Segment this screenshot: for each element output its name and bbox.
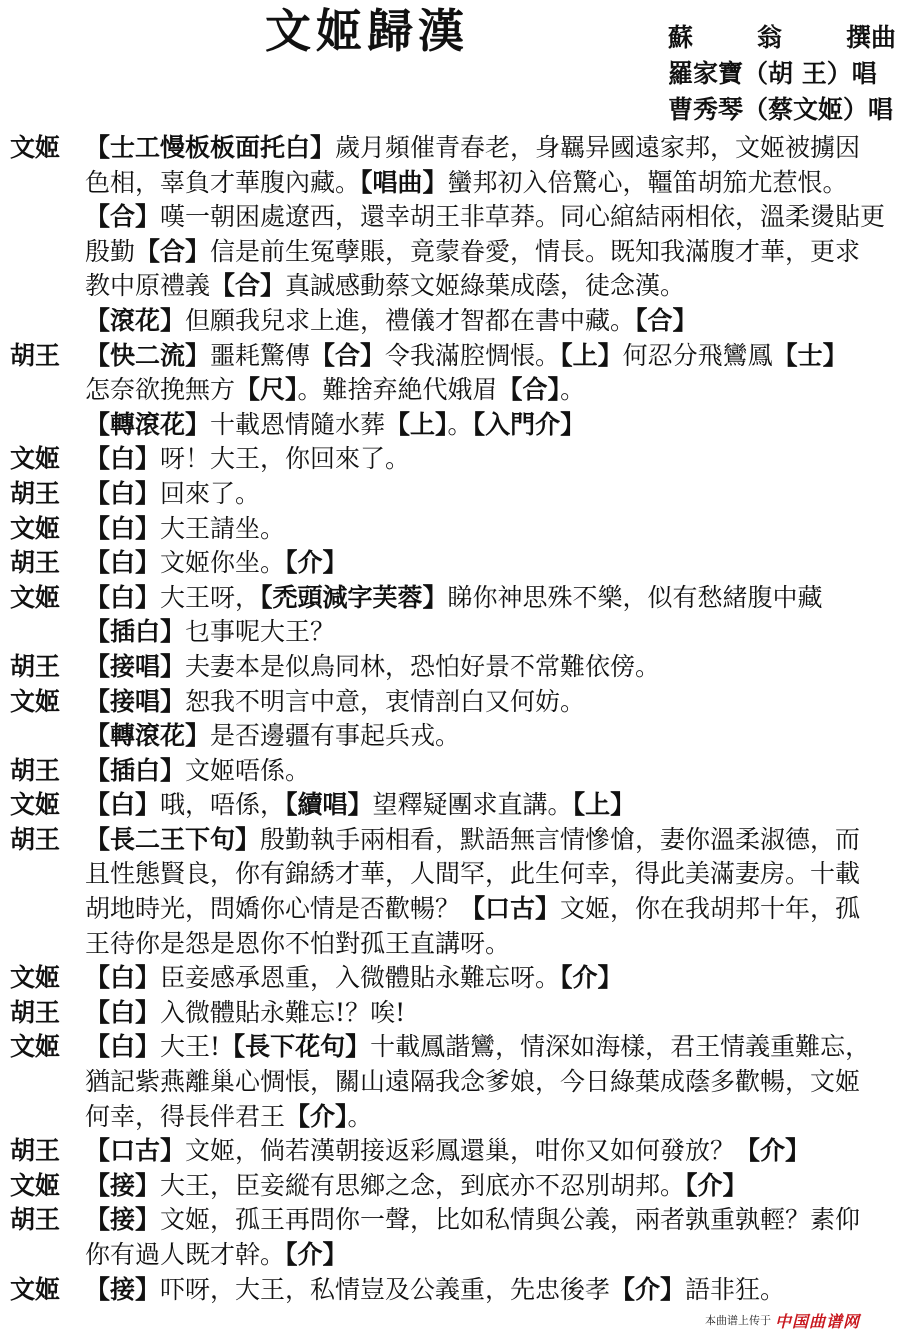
speaker-label: 文姬 xyxy=(10,963,61,993)
speaker-label: 文姬 xyxy=(10,1032,61,1062)
speaker-label: 文姬 xyxy=(10,790,61,820)
speaker-label: 文姬 xyxy=(10,444,61,474)
speaker-label: 文姬 xyxy=(10,686,61,716)
cue-label: 【合】 xyxy=(85,202,161,232)
speaker-label: 胡王 xyxy=(10,1136,61,1166)
writer-given-name: 翁 xyxy=(756,23,782,52)
speaker-label: 文姬 xyxy=(10,1170,61,1200)
lyric-line: 你有過人既才幹。【介】 xyxy=(85,1240,348,1269)
writer-credit xyxy=(668,20,896,56)
lyric-line: 且性態賢良，你有錦綉才華，人間罕，此生何幸，得此美滿妻房。十載 xyxy=(85,859,861,889)
lyric-lines xyxy=(85,581,897,650)
cue-label: 【介】 xyxy=(285,548,348,578)
lyric-line: 怎奈欲挽無方【尺】。難捨弃絶代娥眉【合】。 xyxy=(85,375,586,405)
cue-label: 【介】 xyxy=(610,1274,686,1304)
lyric-line: 【白】回來了。 xyxy=(85,478,261,508)
cue-label: 【介】 xyxy=(735,1136,811,1166)
lyric-line: 【轉滾花】是否邊疆有事起兵戎。 xyxy=(85,721,461,751)
cue-label: 【插白】 xyxy=(85,755,186,785)
lyric-lines xyxy=(85,546,897,581)
cue-label: 【白】 xyxy=(85,1032,161,1062)
page-title: 文姬歸漢 xyxy=(265,4,469,58)
footer xyxy=(705,1309,897,1331)
dialogue-block xyxy=(0,512,900,547)
cue-label: 【白】 xyxy=(85,582,161,612)
cue-label: 【介】 xyxy=(285,1101,348,1131)
dialogue-block xyxy=(0,961,900,996)
speaker-label: 文姬 xyxy=(10,1274,61,1304)
lyric-line: 王待你是怨是恩你不怕對孤王直講呀。 xyxy=(85,928,511,958)
cue-label: 【合】 xyxy=(497,375,561,405)
lyric-lines xyxy=(85,131,897,339)
lyric-line: 【接唱】恕我不明言中意，衷情剖白又何妨。 xyxy=(85,686,586,716)
dialogue-block xyxy=(0,650,900,685)
lyric-lines xyxy=(85,1134,897,1169)
lyric-lines xyxy=(85,1169,897,1204)
lyric-lines xyxy=(85,685,897,754)
lyric-line: 【合】嘆一朝困處遼西，還幸胡王非草莽。同心綰結兩相依，溫柔燙貼更 xyxy=(85,202,886,232)
dialogue-block xyxy=(0,581,900,650)
cue-label: 【接】 xyxy=(85,1274,161,1304)
singer-credit: 羅家寶（胡 王）唱 xyxy=(668,59,877,88)
lyric-lines xyxy=(85,442,897,477)
singer-credit: 曹秀琴（蔡文姬）唱 xyxy=(668,95,894,124)
cue-label: 【快二流】 xyxy=(85,340,211,370)
cue-label: 【轉滾花】 xyxy=(85,721,211,751)
cue-label: 【插白】 xyxy=(85,617,186,647)
cue-label: 【白】 xyxy=(85,444,161,474)
writer-role: 撰曲 xyxy=(845,23,896,52)
dialogue-block xyxy=(0,1169,900,1204)
lyric-lines xyxy=(85,1273,897,1308)
lyric-line: 【白】大王呀，【禿頭減字芙蓉】睇你神思殊不樂，似有愁緒腹中藏 xyxy=(85,582,823,612)
cue-label: 【長下花句】 xyxy=(220,1032,371,1062)
lyric-line: 【士工慢板板面托白】歲月頻催青春老，身羈异國遠家邦，文姬被擄因 xyxy=(85,133,861,162)
lyric-line: 教中原禮義【合】真誠感動蔡文姬綠葉成蔭，徒念漢。 xyxy=(85,271,686,301)
dialogue-block xyxy=(0,131,900,339)
lyric-lines xyxy=(85,961,897,996)
lyric-line: 【接】大王，臣妾縱有思鄉之念，到底亦不忍別胡邦。【介】 xyxy=(85,1170,748,1200)
lyric-line: 【口古】文姬，倘若漢朝接返彩鳳還巢，咁你又如何發放？【介】 xyxy=(85,1136,811,1166)
speaker-label: 文姬 xyxy=(10,133,61,162)
cue-label: 【滾花】 xyxy=(85,305,186,335)
speaker-label: 文姬 xyxy=(10,582,61,612)
lyric-line: 殷勤【合】信是前生冤孽賬，竟蒙眷愛，情長。既知我滿腹才華，更求 xyxy=(85,236,861,266)
cue-label: 【口古】 xyxy=(85,1136,186,1166)
cue-label: 【禿頭減字芙蓉】 xyxy=(260,582,448,612)
lyric-line: 【快二流】噩耗驚傳【合】令我滿腔惆悵。【上】何忍分飛鸞鳳【士】 xyxy=(85,340,848,370)
lyric-lines xyxy=(85,754,897,789)
dialogue-block xyxy=(0,823,900,961)
dialogue-block xyxy=(0,788,900,823)
speaker-label: 胡王 xyxy=(10,651,61,681)
lyric-line: 【白】臣妾感承恩重，入微體貼永難忘呀。【介】 xyxy=(85,963,623,993)
dialogue-block xyxy=(0,1030,900,1134)
cue-label: 【接唱】 xyxy=(85,651,186,681)
dialogue-block xyxy=(0,754,900,789)
lyric-lines xyxy=(85,512,897,547)
dialogue-block xyxy=(0,685,900,754)
lyric-line: 【插白】乜事呢大王？ xyxy=(85,617,336,647)
dialogue-block xyxy=(0,442,900,477)
cue-label: 【尺】 xyxy=(235,375,298,405)
lyric-line: 【白】哦，唔係，【續唱】望釋疑團求直講。【上】 xyxy=(85,790,636,820)
lyric-line: 【接】文姬，孤王再問你一聲，比如私情與公義，兩者孰重孰輕？素仰 xyxy=(85,1205,861,1235)
dialogue-block xyxy=(0,1134,900,1169)
speaker-label: 文姬 xyxy=(10,513,61,543)
footer-text: 本曲谱上传于 xyxy=(705,1314,771,1327)
cue-label: 【白】 xyxy=(85,548,161,578)
lyric-line: 【白】文姬你坐。【介】 xyxy=(85,548,348,578)
cue-label: 【白】 xyxy=(85,478,161,508)
dialogue-block xyxy=(0,546,900,581)
lyric-line: 胡地時光，問嬌你心情是否歡暢？【口古】文姬，你在我胡邦十年，孤 xyxy=(85,894,861,924)
dialogue-block xyxy=(0,996,900,1031)
lyric-line: 何幸，得長伴君王【介】。 xyxy=(85,1101,373,1131)
lyric-lines xyxy=(85,996,897,1031)
lyric-line: 【接】吓呀，大王，私情豈及公義重，先忠後孝【介】語非狂。 xyxy=(85,1274,786,1304)
lyric-line: 【滾花】但願我兒求上進，禮儀才智都在書中藏。【合】 xyxy=(85,305,698,335)
cue-label: 【士工慢板板面托白】 xyxy=(85,133,336,162)
cue-label: 【接唱】 xyxy=(85,686,186,716)
cue-label: 【續唱】 xyxy=(285,790,373,820)
cue-label: 【白】 xyxy=(85,963,161,993)
cue-label: 【介】 xyxy=(560,963,623,993)
cue-label: 【接】 xyxy=(85,1170,161,1200)
lyric-line: 【插白】文姬唔係。 xyxy=(85,755,311,785)
lyric-lines xyxy=(85,339,897,443)
lyric-line: 【白】呀！大王，你回來了。 xyxy=(85,444,411,474)
cue-label: 【合】 xyxy=(135,236,211,266)
cue-label: 【上】 xyxy=(385,409,448,439)
dialogue-block xyxy=(0,1273,900,1308)
lyric-lines xyxy=(85,1203,897,1272)
speaker-label: 胡王 xyxy=(10,997,61,1027)
site-logo[interactable]: 中国曲谱网 xyxy=(775,1311,861,1331)
lyric-lines xyxy=(85,650,897,685)
writer-surname: 蘇 xyxy=(668,23,694,52)
lyric-lines xyxy=(85,477,897,512)
script-body xyxy=(0,131,900,1307)
cue-label: 【合】 xyxy=(635,305,698,335)
cue-label: 【白】 xyxy=(85,513,161,543)
lyric-line: 色相，辜負才華腹內藏。【唱曲】蠻邦初入倍驚心，韁笛胡笳尤惹恨。 xyxy=(85,167,848,197)
cue-label: 【接】 xyxy=(85,1205,161,1235)
cue-label: 【上】 xyxy=(572,790,636,820)
cue-label: 【轉滾花】 xyxy=(85,409,211,439)
dialogue-block xyxy=(0,339,900,443)
cue-label: 【上】 xyxy=(560,340,623,370)
cue-label: 【唱曲】 xyxy=(360,167,448,197)
dialogue-block xyxy=(0,477,900,512)
speaker-label: 胡王 xyxy=(10,548,61,578)
speaker-label: 胡王 xyxy=(10,755,61,785)
cue-label: 【士】 xyxy=(772,340,848,370)
cue-label: 【白】 xyxy=(85,997,161,1027)
lyric-lines xyxy=(85,823,897,961)
cue-label: 【口古】 xyxy=(460,894,561,924)
lyric-lines xyxy=(85,788,897,823)
lyric-line: 【白】大王!【長下花句】十載鳳諧鸞，情深如海樣，君王情義重難忘， xyxy=(85,1032,871,1062)
cue-label: 【白】 xyxy=(85,790,161,820)
speaker-label: 胡王 xyxy=(10,340,61,370)
lyric-line: 猶記紫燕離巢心惆悵，關山遠隔我念爹娘，今日綠葉成蔭多歡暢，文姬 xyxy=(85,1067,861,1097)
cue-label: 【入門介】 xyxy=(472,409,586,439)
lyric-line: 【白】入微體貼永難忘!？唉! xyxy=(85,997,406,1027)
speaker-label: 胡王 xyxy=(10,1205,61,1235)
cue-label: 【介】 xyxy=(285,1240,348,1269)
lyric-lines xyxy=(85,1030,897,1134)
speaker-label: 胡王 xyxy=(10,824,61,854)
lyric-line: 【接唱】夫妻本是似鳥同林，恐怕好景不常難依傍。 xyxy=(85,651,661,681)
cue-label: 【介】 xyxy=(685,1170,748,1200)
lyric-line: 【長二王下句】殷勤執手兩相看，默語無言情慘愴，妻你溫柔淑德，而 xyxy=(85,824,861,854)
speaker-label: 胡王 xyxy=(10,478,61,508)
cue-label: 【長二王下句】 xyxy=(85,824,261,854)
dialogue-block xyxy=(0,1203,900,1272)
credits xyxy=(668,20,896,128)
cue-label: 【合】 xyxy=(310,340,386,370)
lyric-line: 【轉滾花】十載恩情隨水葬【上】。【入門介】 xyxy=(85,409,586,439)
cue-label: 【合】 xyxy=(210,271,286,301)
lyric-line: 【白】大王請坐。 xyxy=(85,513,286,543)
